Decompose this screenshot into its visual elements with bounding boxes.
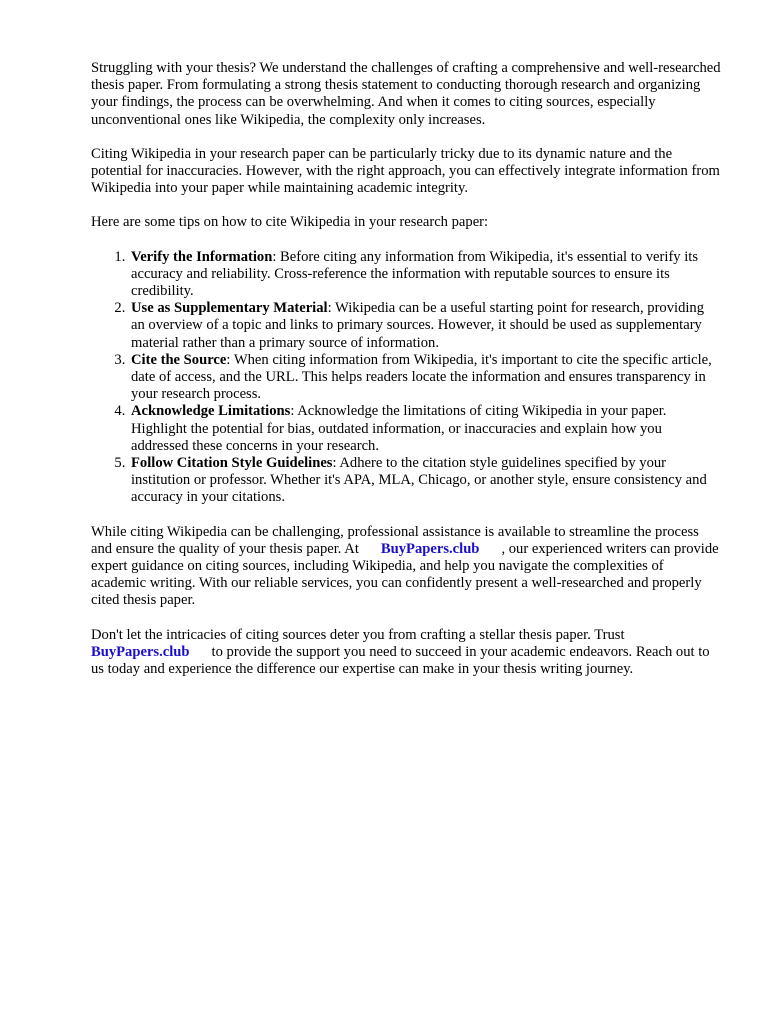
tips-intro: Here are some tips on how to cite Wikipedia in your research paper:: [91, 214, 489, 231]
tip-text: : Adhere to the citation style guidelines specified by your institution or professor. Whether it's APA, MLA, Chicago, or another style, ensure consistency and accuracy in your citations.: [131, 455, 707, 506]
assistance-text-before: While citing Wikipedia can be challenging, professional assistance is available to streamline the process and ensure the quality of your thesis paper. At: [91, 523, 699, 557]
assistance-text-after: , our experienced writers can provide expert guidance on citing sources, including Wikipedia, and help you navigate the complexities of academic writing. With our reliable services, you can confidently present a well-researched and properly cited thesis paper.: [91, 540, 719, 609]
tip-text: : Before citing any information from Wikipedia, it's essential to verify its accuracy and reliability. Cross-reference the information with reputable sources to ensure its credibility.: [131, 248, 699, 300]
list-item: [129, 352, 721, 404]
closing-text-before: Don't let the intricacies of citing sources deter you from crafting a stellar thesis paper. Trust: [91, 626, 625, 643]
tip-term: Follow Citation Style Guidelines: [131, 455, 333, 472]
buypapers-link[interactable]: BuyPapers.club: [91, 643, 190, 660]
tip-text: : Wikipedia can be a useful starting point for research, providing an overview of a topic and links to primary sources. However, it should be used as supplementary material rather than a primary source of information.: [131, 300, 705, 351]
document-page: [91, 60, 721, 695]
tip-term: Use as Supplementary Material: [131, 300, 328, 317]
intro-paragraph: Struggling with your thesis? We understand the challenges of crafting a comprehensive and well-researched thesis paper. From formulating a strong thesis statement to conducting thorough research and organizing your findings, the process can be overwhelming. And when it comes to citing sources, especially unconventional ones like Wikipedia, the complexity only increases.: [91, 60, 721, 128]
tip-text: : Acknowledge the limitations of citing Wikipedia in your paper. Highlight the potential for bias, outdated information, or inaccuracies and explain how you addressed these concerns in your research.: [131, 403, 667, 454]
wikipedia-paragraph: Citing Wikipedia in your research paper can be particularly tricky due to its dynamic nature and the potential for inaccuracies. However, with the right approach, you can effectively integrate information from Wikipedia into your paper while maintaining academic integrity.: [91, 145, 720, 197]
tip-text: : When citing information from Wikipedia, it's important to cite the specific article, date of access, and the URL. This helps readers locate the information and ensures transparency in your research process.: [131, 351, 712, 403]
assistance-paragraph: [91, 524, 721, 610]
buypapers-link[interactable]: BuyPapers.club: [380, 540, 480, 557]
closing-paragraph: [91, 627, 721, 679]
list-item: [129, 455, 721, 507]
list-item: [129, 403, 721, 455]
list-item: [129, 300, 721, 352]
tips-list: [91, 249, 721, 507]
list-item: [129, 249, 721, 301]
closing-text-after: to provide the support you need to succeed in your academic endeavors. Reach out to us today and experience the difference our expertise can make in your thesis writing journey.: [91, 643, 710, 678]
tip-term: Verify the Information: [131, 248, 273, 265]
tip-term: Acknowledge Limitations: [131, 403, 291, 420]
tip-term: Cite the Source: [131, 351, 227, 368]
